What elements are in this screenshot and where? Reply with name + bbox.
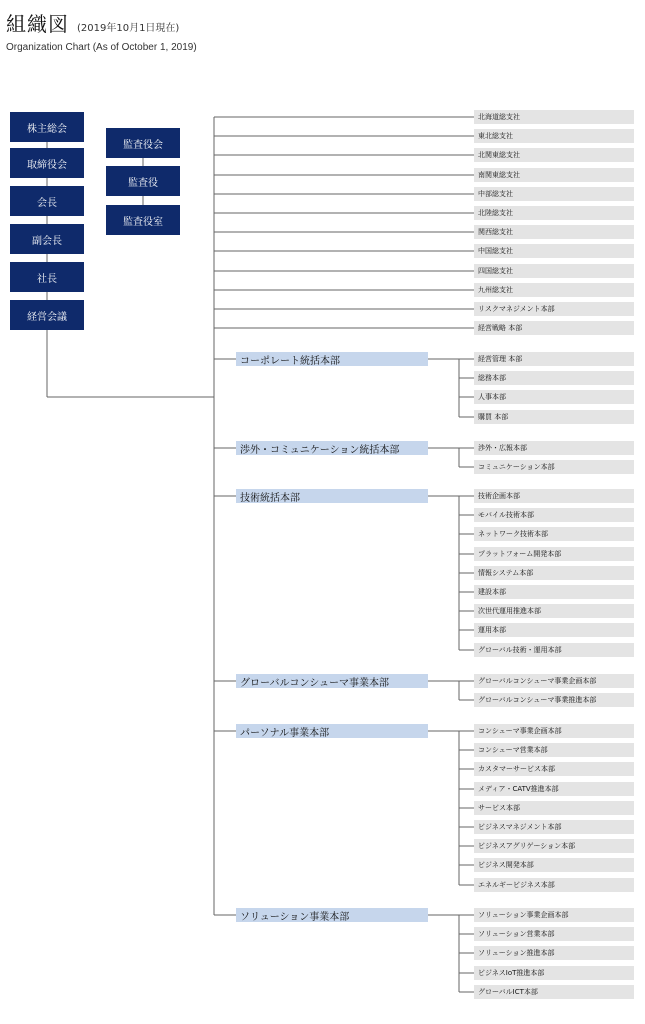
unit-box: 渉外・広報本部 bbox=[474, 441, 634, 455]
unit-box: ビジネスIoT推進本部 bbox=[474, 966, 634, 980]
governance-box: 社長 bbox=[10, 262, 84, 292]
unit-box: グローバル技術・運用本部 bbox=[474, 643, 634, 657]
direct-unit: 九州総支社 bbox=[474, 283, 634, 297]
unit-box: モバイル技術本部 bbox=[474, 508, 634, 522]
governance-box: 取締役会 bbox=[10, 148, 84, 178]
unit-box: ソリューション事業企画本部 bbox=[474, 908, 634, 922]
direct-unit: 経営戦略 本部 bbox=[474, 321, 634, 335]
audit-box: 監査役会 bbox=[106, 128, 180, 158]
unit-box: ビジネスアグリゲーション本部 bbox=[474, 839, 634, 853]
unit-box: 次世代運用推進本部 bbox=[474, 604, 634, 618]
unit-box: グローバルコンシューマ事業企画本部 bbox=[474, 674, 634, 688]
division-header: パーソナル事業本部 bbox=[236, 724, 428, 738]
audit-box: 監査役室 bbox=[106, 205, 180, 235]
unit-box: 人事本部 bbox=[474, 390, 634, 404]
unit-box: ネットワーク技術本部 bbox=[474, 527, 634, 541]
unit-box: 技術企画本部 bbox=[474, 489, 634, 503]
unit-box: ビジネス開発本部 bbox=[474, 858, 634, 872]
direct-unit: 東北総支社 bbox=[474, 129, 634, 143]
unit-box: ソリューション推進本部 bbox=[474, 946, 634, 960]
direct-unit: 北海道総支社 bbox=[474, 110, 634, 124]
division-header: 技術統括本部 bbox=[236, 489, 428, 503]
audit-box: 監査役 bbox=[106, 166, 180, 196]
direct-unit: リスクマネジメント本部 bbox=[474, 302, 634, 316]
governance-box: 副会長 bbox=[10, 224, 84, 254]
direct-unit: 中国総支社 bbox=[474, 244, 634, 258]
unit-box: エネルギービジネス本部 bbox=[474, 878, 634, 892]
subtitle-en: Organization Chart (As of October 1, 2019) bbox=[6, 42, 197, 53]
unit-box: サービス本部 bbox=[474, 801, 634, 815]
unit-box: メディア・CATV推進本部 bbox=[474, 782, 634, 796]
unit-box: グローバルコンシューマ事業推進本部 bbox=[474, 693, 634, 707]
unit-box: ビジネスマネジメント本部 bbox=[474, 820, 634, 834]
division-header: ソリューション事業本部 bbox=[236, 908, 428, 922]
governance-box: 経営会議 bbox=[10, 300, 84, 330]
title-jp: 組織図 bbox=[6, 12, 69, 36]
direct-unit: 北陸総支社 bbox=[474, 206, 634, 220]
unit-box: コンシューマ事業企画本部 bbox=[474, 724, 634, 738]
unit-box: 建設本部 bbox=[474, 585, 634, 599]
division-header: 渉外・コミュニケーション統括本部 bbox=[236, 441, 428, 455]
unit-box: コンシューマ営業本部 bbox=[474, 743, 634, 757]
unit-box: プラットフォーム開発本部 bbox=[474, 547, 634, 561]
governance-box: 会長 bbox=[10, 186, 84, 216]
direct-unit: 四国総支社 bbox=[474, 264, 634, 278]
direct-unit: 中部総支社 bbox=[474, 187, 634, 201]
direct-unit: 関西総支社 bbox=[474, 225, 634, 239]
unit-box: 経営管理 本部 bbox=[474, 352, 634, 366]
division-header: コーポレート統括本部 bbox=[236, 352, 428, 366]
unit-box: コミュニケーション本部 bbox=[474, 460, 634, 474]
unit-box: カスタマーサービス本部 bbox=[474, 762, 634, 776]
unit-box: 購買 本部 bbox=[474, 410, 634, 424]
unit-box: グローバルICT本部 bbox=[474, 985, 634, 999]
unit-box: 運用本部 bbox=[474, 623, 634, 637]
division-header: グローバルコンシューマ事業本部 bbox=[236, 674, 428, 688]
direct-unit: 北関東総支社 bbox=[474, 148, 634, 162]
governance-box: 株主総会 bbox=[10, 112, 84, 142]
title-date: (2019年10月1日現在) bbox=[77, 23, 180, 34]
unit-box: 総務本部 bbox=[474, 371, 634, 385]
direct-unit: 南関東総支社 bbox=[474, 168, 634, 182]
unit-box: 情報システム本部 bbox=[474, 566, 634, 580]
unit-box: ソリューション営業本部 bbox=[474, 927, 634, 941]
